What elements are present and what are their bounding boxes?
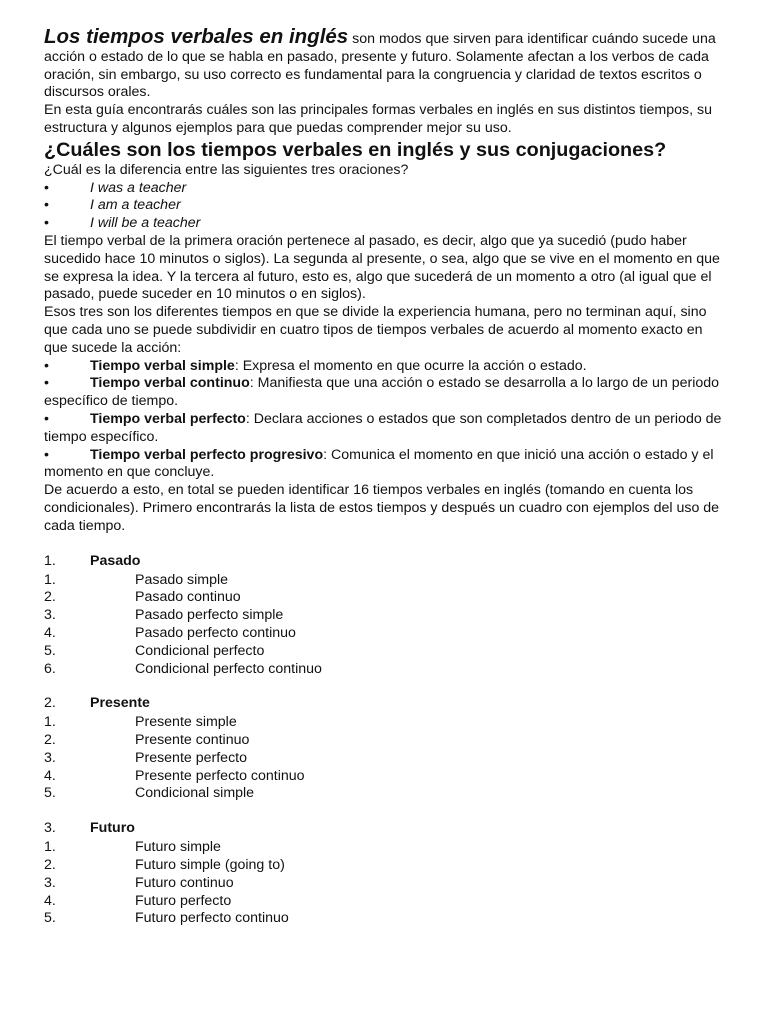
bullet-icon: •: [44, 357, 49, 374]
section-heading: ¿Cuáles son los tiempos verbales en inglés y sus conjugaciones?: [44, 138, 667, 161]
list-item: [44, 732, 724, 750]
item-label: Pasado perfecto simple: [135, 607, 284, 624]
list-item: [44, 750, 724, 768]
section-title: Presente: [90, 695, 150, 712]
item-number: 6.: [44, 660, 56, 677]
list-item: [44, 857, 724, 875]
item-number: 5.: [44, 910, 56, 927]
list-item: [44, 661, 724, 679]
list-item: [44, 215, 724, 233]
section-title: Futuro: [90, 820, 135, 837]
tense-section-presente: [44, 694, 724, 803]
list-item: [44, 910, 724, 928]
section-header: [44, 694, 724, 712]
intro-title: Los tiempos verbales en inglés: [44, 25, 349, 48]
item-number: 1.: [44, 571, 56, 588]
document-page: [44, 26, 724, 928]
definition-desc: : Manifiesta que una acción o estado se desarrolla a lo largo de un periodo específico de tiempo.: [44, 375, 720, 410]
definition-item: [44, 375, 724, 411]
bullet-icon: •: [44, 375, 49, 392]
list-item: [44, 572, 724, 590]
list-item: [44, 643, 724, 661]
item-number: 2.: [44, 732, 56, 749]
bullet-icon: •: [44, 446, 49, 463]
item-label: Pasado simple: [135, 571, 229, 588]
list-item: [44, 893, 724, 911]
definition-list: [44, 358, 724, 483]
total-paragraph: De acuerdo a esto, en total se pueden identificar 16 tiempos verbales en inglés (tomando en cuenta los condicionales). Primero encontrarás la lista de estos tiempos y después un cuadro con ejemplos del uso de cada tiempo.: [44, 482, 720, 534]
item-label: Futuro perfecto: [135, 892, 232, 909]
item-number: 4.: [44, 892, 56, 909]
section-number: 1.: [44, 552, 56, 569]
example-list: [44, 180, 724, 233]
intro-text: son modos que sirven para identificar cuándo sucede una acción o estado de lo que se habla en pasado, presente y futuro. Solamente afectan a los verbos de cada oración, sin embargo, su uso correcto es fundamental para la congruencia y claridad de textos escritos o discursos orales.: [44, 31, 716, 101]
item-label: Pasado perfecto continuo: [135, 624, 296, 641]
list-item: [44, 589, 724, 607]
item-number: 2.: [44, 589, 56, 606]
example-sentence: I was a teacher: [90, 179, 187, 196]
item-number: 3.: [44, 874, 56, 891]
item-label: Futuro simple (going to): [135, 857, 285, 874]
tense-list: [44, 572, 724, 679]
item-number: 5.: [44, 642, 56, 659]
item-number: 1.: [44, 839, 56, 856]
tense-section-pasado: [44, 552, 724, 679]
item-number: 2.: [44, 857, 56, 874]
list-item: [44, 197, 724, 215]
item-label: Pasado continuo: [135, 589, 241, 606]
bullet-icon: •: [44, 197, 49, 214]
definition-desc: : Comunica el momento en que inició una acción o estado y el momento en que concluye.: [44, 446, 714, 481]
item-label: Presente simple: [135, 714, 237, 731]
item-label: Condicional simple: [135, 785, 255, 802]
bullet-icon: •: [44, 410, 49, 427]
item-label: Presente perfecto: [135, 749, 247, 766]
tense-list: [44, 714, 724, 803]
list-item: [44, 607, 724, 625]
item-label: Futuro simple: [135, 839, 221, 856]
item-label: Futuro perfecto continuo: [135, 910, 289, 927]
definition-desc: : Declara acciones o estados que son completados dentro de un periodo de tiempo específico.: [44, 410, 722, 445]
list-item: [44, 180, 724, 198]
list-item: [44, 875, 724, 893]
example-sentence: I will be a teacher: [90, 215, 201, 232]
types-paragraph: Esos tres son los diferentes tiempos en que se divide la experiencia humana, pero no terminan aquí, sino que cada uno se puede subdividir en cuatro tipos de tiempos verbales de acuerdo al momento exacto en que sucede la acción:: [44, 304, 707, 356]
item-number: 3.: [44, 607, 56, 624]
item-label: Condicional perfecto continuo: [135, 660, 322, 677]
explanation-paragraph: El tiempo verbal de la primera oración pertenece al pasado, es decir, algo que ya sucedió (pudo haber sucedido hace 10 minutos o siglos). La segunda al presente, o sea, algo que se vive en el momento en que se expresa la idea. Y la tercera al futuro, esto es, algo que sucederá de un momento a otro (al igual que el pasado, puede suceder en 10 minutos o en siglos).: [44, 232, 720, 303]
item-number: 4.: [44, 767, 56, 784]
item-label: Futuro continuo: [135, 874, 234, 891]
item-number: 3.: [44, 749, 56, 766]
section-header: [44, 552, 724, 570]
list-item: [44, 714, 724, 732]
list-item: [44, 625, 724, 643]
question-text: ¿Cuál es la diferencia entre las siguientes tres oraciones?: [44, 161, 409, 178]
definition-term: Tiempo verbal perfecto: [90, 410, 246, 427]
definition-term: Tiempo verbal continuo: [90, 375, 250, 392]
tense-list: [44, 839, 724, 928]
list-item: [44, 785, 724, 803]
section-header: [44, 819, 724, 837]
intro-paragraph: [44, 26, 724, 102]
item-number: 5.: [44, 785, 56, 802]
item-label: Condicional perfecto: [135, 642, 265, 659]
list-item: [44, 839, 724, 857]
definition-item: [44, 447, 724, 483]
list-item: [44, 768, 724, 786]
item-number: 4.: [44, 624, 56, 641]
section-number: 3.: [44, 820, 56, 837]
item-label: Presente continuo: [135, 732, 250, 749]
bullet-icon: •: [44, 215, 49, 232]
section-title: Pasado: [90, 552, 141, 569]
definition-desc: : Expresa el momento en que ocurre la acción o estado.: [234, 357, 587, 374]
bullet-icon: •: [44, 179, 49, 196]
item-number: 1.: [44, 714, 56, 731]
example-sentence: I am a teacher: [90, 197, 181, 214]
tense-section-futuro: [44, 819, 724, 928]
definition-item: [44, 358, 724, 376]
guide-paragraph: En esta guía encontrarás cuáles son las principales formas verbales en inglés en sus distintos tiempos, su estructura y algunos ejemplos para que puedas comprender mejor su uso.: [44, 102, 712, 136]
item-label: Presente perfecto continuo: [135, 767, 305, 784]
definition-term: Tiempo verbal simple: [90, 357, 235, 374]
definition-term: Tiempo verbal perfecto progresivo: [90, 446, 324, 463]
definition-item: [44, 411, 724, 447]
section-number: 2.: [44, 695, 56, 712]
